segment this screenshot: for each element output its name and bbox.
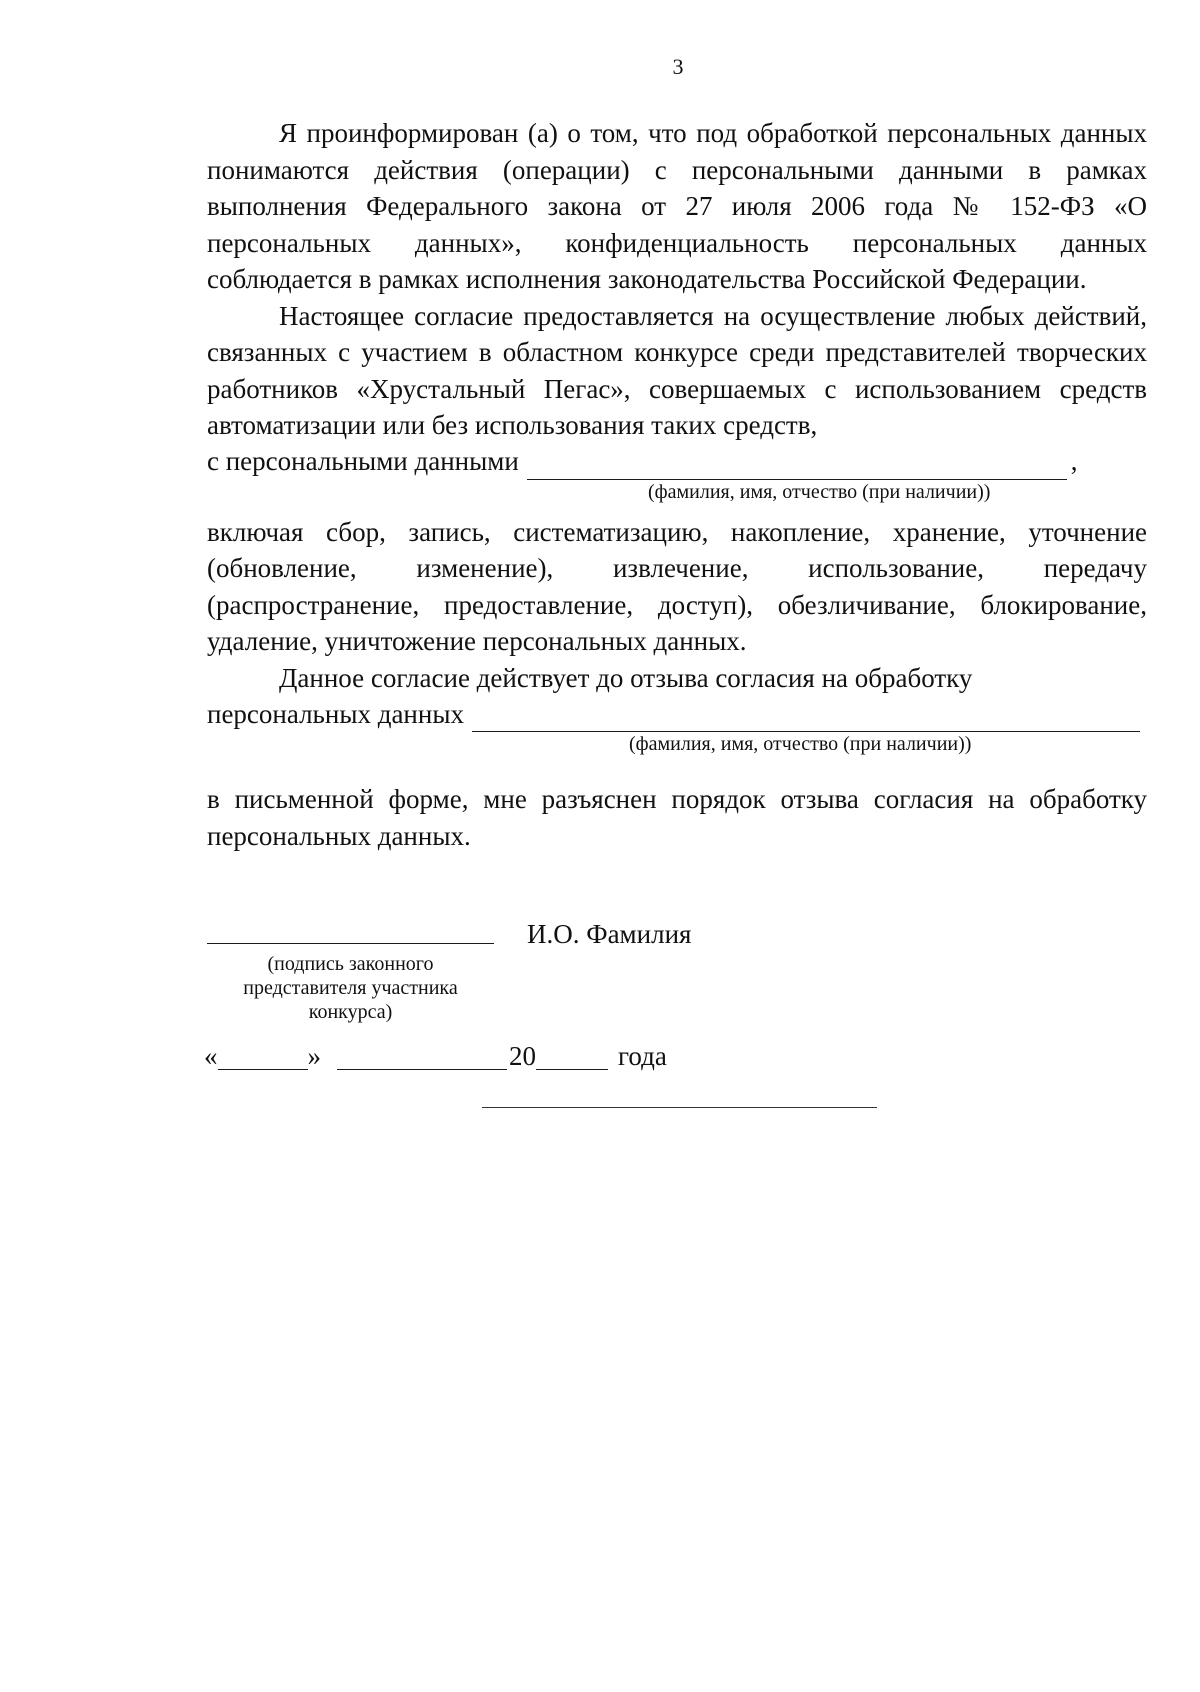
full-name-hint-2: (фамилия, имя, отчество (при наличии)) bbox=[629, 733, 972, 755]
signature-line bbox=[207, 943, 494, 944]
representative-name: И.О. Фамилия bbox=[527, 919, 692, 949]
year-prefix: 20 bbox=[509, 1041, 536, 1071]
full-name-blank-line-2 bbox=[472, 703, 1140, 732]
page-number: 3 bbox=[672, 54, 684, 79]
day-blank bbox=[218, 1041, 308, 1070]
personal-data-owner-field-row bbox=[207, 444, 1147, 480]
validity-owner-field-row bbox=[207, 696, 1147, 732]
day-open-quote: « bbox=[204, 1041, 218, 1071]
day-close-quote: » bbox=[307, 1041, 321, 1071]
paragraph-validity: Данное согласие действует до отзыва согласия на обработку bbox=[279, 662, 973, 693]
personal-data-field-prefix: с персональными данными bbox=[207, 446, 519, 476]
paragraph-withdrawal-procedure: в письменной форме, мне разъяснен порядок отзыва согласия на обработку персональных данных. bbox=[207, 784, 1147, 851]
year-blank bbox=[536, 1041, 608, 1070]
date-line bbox=[204, 1038, 667, 1074]
validity-field-prefix: персональных данных bbox=[207, 698, 464, 729]
full-name-hint-1: (фамилия, имя, отчество (при наличии)) bbox=[648, 480, 991, 503]
field-comma: , bbox=[1070, 446, 1078, 476]
signature-caption: (подпись законного представителя участника конкурса) bbox=[243, 953, 458, 1023]
month-blank bbox=[337, 1041, 507, 1070]
paragraph-processing-definition: Я проинформирован (а) о том, что под обработкой персональных данных понимаются действия (операции) с персональными данными в рамках выполнения Федерального закона от 27 июля 2006 года № 152-ФЗ «О персональных данных», конфиденциальность персональных данных соблюдается в рамках исполнения законодательства Российской Федерации. bbox=[207, 118, 1147, 294]
paragraph-consent-scope: Настоящее согласие предоставляется на осуществление любых действий, связанных с участием в областном конкурсе среди представителей творческих работников «Хрустальный Пегас», совершаемых с использованием средств автоматизации или без использования таких средств, bbox=[207, 300, 1147, 440]
year-word: года bbox=[618, 1041, 667, 1071]
closing-divider bbox=[482, 1107, 877, 1108]
consent-body bbox=[207, 115, 1147, 854]
paragraph-processing-actions: включая сбор, запись, систематизацию, накопление, хранение, уточнение (обновление, изменение), извлечение, использование, передачу (распространение, предоставление, доступ), обезличивание, блокирование, удаление, уничтожение персональных данных. bbox=[207, 516, 1147, 656]
full-name-blank-line-1 bbox=[527, 451, 1067, 480]
